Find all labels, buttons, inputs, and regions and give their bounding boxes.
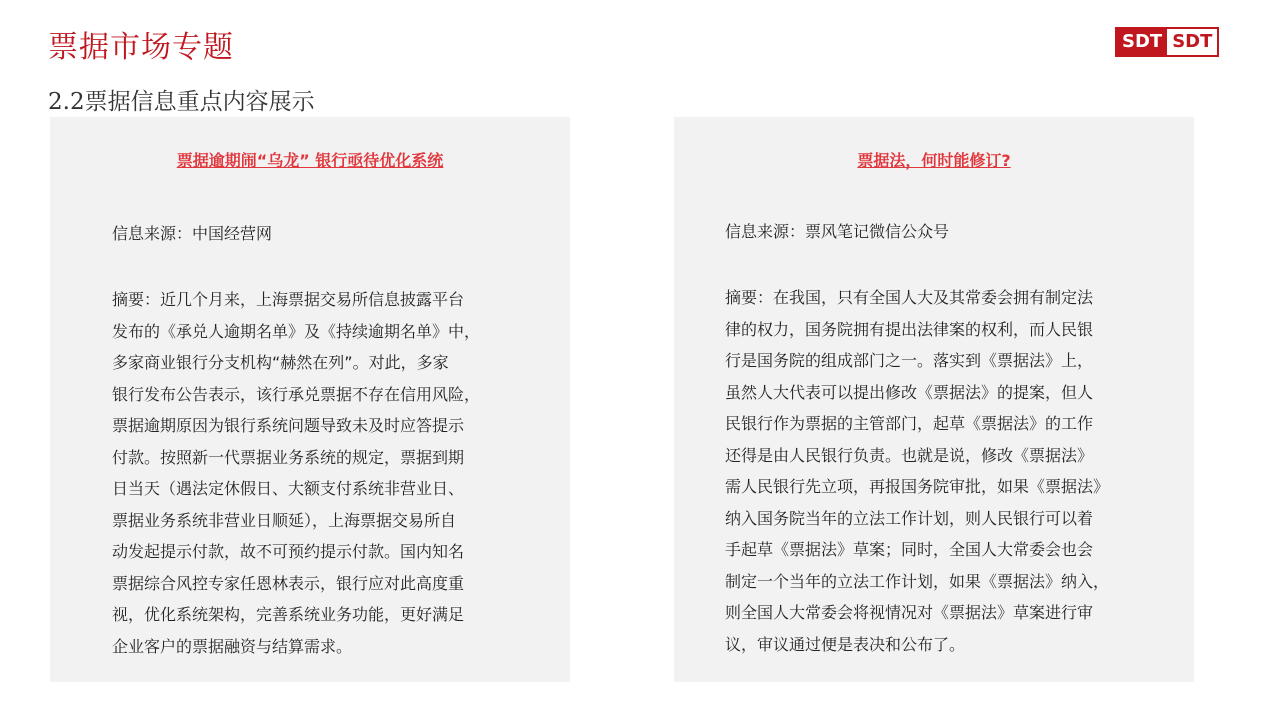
abstract-line: 票据综合风控专家任恩林表示，银行应对此高度重 <box>112 573 465 593</box>
abstract-line: 票据逾期原因为银行系统问题导致未及时应答提示 <box>112 416 465 435</box>
abstract-line: 需人民银行先立项，再报国务院审批，如果《票据法》 <box>725 477 1110 496</box>
abstract-line: 行是国务院的组成部门之一。落实到《票据法》上， <box>725 351 1094 370</box>
news-card-abstract <box>112 284 532 662</box>
abstract-line: 制定一个当年的立法工作计划，如果《票据法》纳入， <box>725 571 1110 591</box>
news-card-bill-law <box>674 117 1194 682</box>
abstract-line: 票据业务系统非营业日顺延），上海票据交易所自 <box>112 510 457 530</box>
abstract-line: 手起草《票据法》草案；同时，全国人大常委会也会 <box>725 540 1094 559</box>
news-card-source: 信息来源：中国经营网 <box>112 224 273 243</box>
abstract-line: 纳入国务院当年的立法工作计划，则人民银行可以着 <box>725 508 1094 528</box>
abstract-line: 视，优化系统架构，完善系统业务功能，更好满足 <box>112 605 465 624</box>
logo-part-2: SDT <box>1167 29 1217 55</box>
abstract-line: 还得是由人民银行负责。也就是说，修改《票据法》 <box>725 445 1094 465</box>
news-card-source: 信息来源：票风笔记微信公众号 <box>725 222 950 241</box>
news-card-title[interactable]: 票据逾期闹“乌龙” 银行亟待优化系统 <box>176 151 444 170</box>
abstract-line: 摘要：在我国，只有全国人大及其常委会拥有制定法 <box>725 288 1094 307</box>
section-title: 2.2票据信息重点内容展示 <box>48 89 315 115</box>
abstract-line: 银行发布公告表示，该行承兑票据不存在信用风险， <box>112 384 481 404</box>
news-card-abstract <box>725 282 1165 660</box>
abstract-line: 企业客户的票据融资与结算需求。 <box>112 636 353 656</box>
abstract-line: 日当天（遇法定休假日、大额支付系统非营业日、 <box>112 479 465 498</box>
sdt-logo <box>1115 27 1219 57</box>
news-card-title[interactable]: 票据法，何时能修订? <box>857 151 1011 170</box>
abstract-line: 虽然人大代表可以提出修改《票据法》的提案，但人 <box>725 382 1094 402</box>
abstract-line: 民银行作为票据的主管部门，起草《票据法》的工作 <box>725 414 1094 433</box>
abstract-line: 议，审议通过便是表决和公布了。 <box>725 634 966 654</box>
abstract-line: 多家商业银行分支机构“赫然在列”。对此，多家 <box>112 353 449 372</box>
news-card-overdue-bills <box>50 117 570 682</box>
logo-part-1: SDT <box>1117 29 1167 55</box>
abstract-line: 则全国人大常委会将视情况对《票据法》草案进行审 <box>725 603 1094 622</box>
page-title: 票据市场专题 <box>48 30 234 65</box>
abstract-line: 付款。按照新一代票据业务系统的规定，票据到期 <box>112 447 465 467</box>
abstract-line: 动发起提示付款，故不可预约提示付款。国内知名 <box>112 542 465 561</box>
abstract-line: 律的权力，国务院拥有提出法律案的权利，而人民银 <box>725 319 1094 339</box>
abstract-line: 发布的《承兑人逾期名单》及《持续逾期名单》中， <box>112 321 481 341</box>
abstract-line: 摘要：近几个月来，上海票据交易所信息披露平台 <box>112 290 465 309</box>
